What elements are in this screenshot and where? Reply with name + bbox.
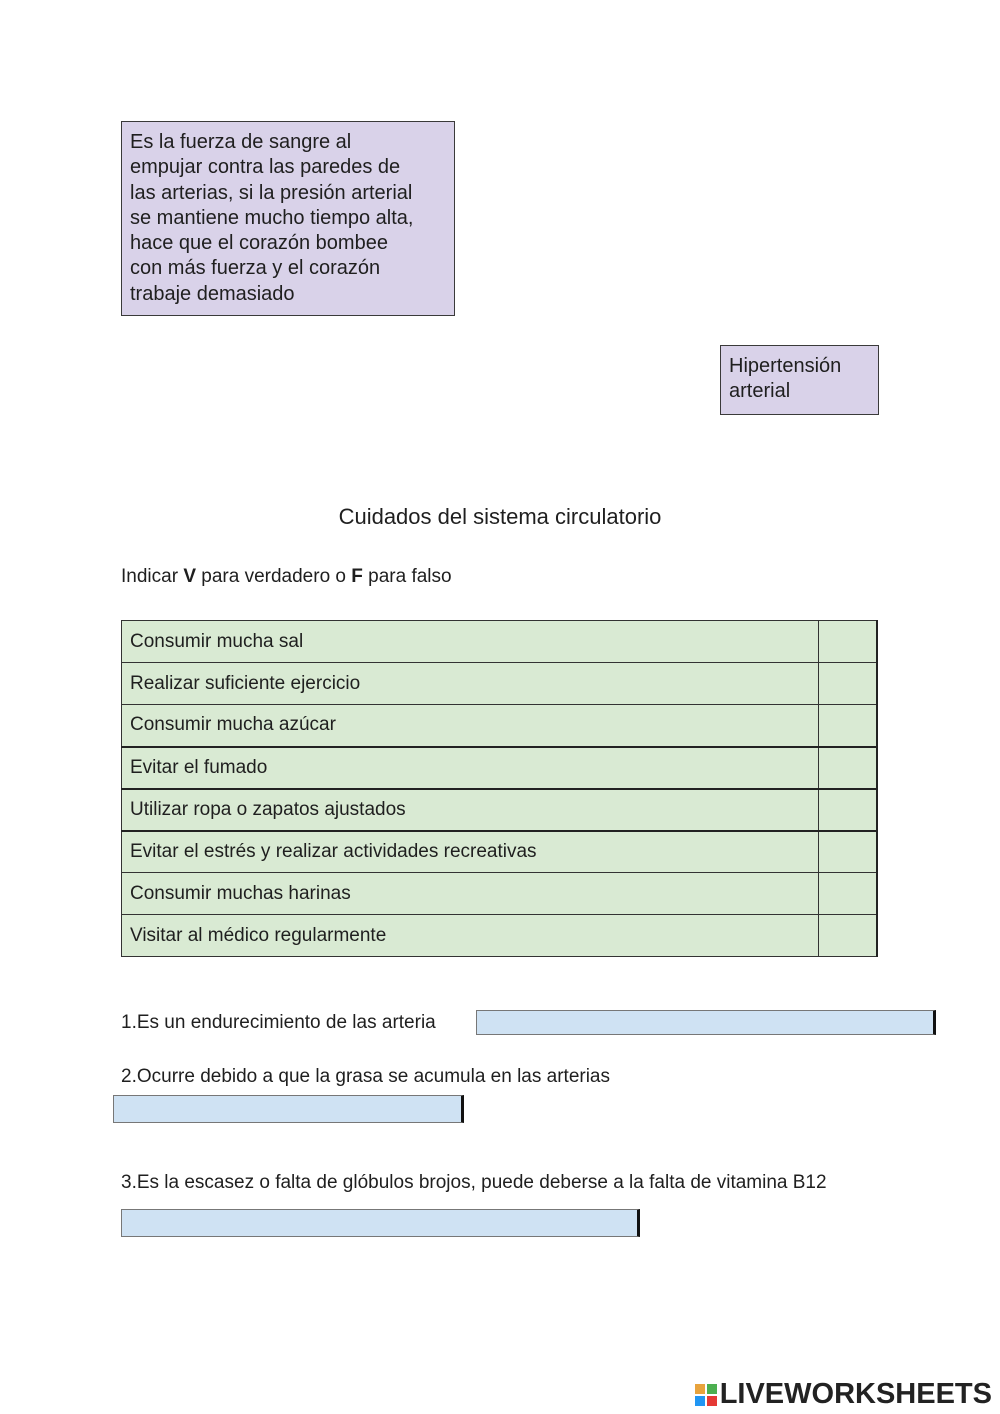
table-row: [122, 873, 878, 915]
logo-text: LIVEWORKSHEETS: [719, 1378, 992, 1410]
instruction-f: F: [351, 566, 363, 587]
logo-square: [707, 1384, 717, 1394]
definition-line: Es la fuerza de sangre al: [130, 131, 352, 153]
definition-line: con más fuerza y el corazón: [130, 257, 381, 280]
answer-cell[interactable]: [818, 915, 877, 957]
instruction-suffix: para falso: [362, 566, 452, 587]
definition-line: trabaje demasiado: [130, 282, 295, 305]
question-3-text: 3.Es la escasez o falta de glóbulos brojos, puede deberse a la falta de vitamina B12: [121, 1172, 827, 1193]
question-2-text: 2.Ocurre debido a que la grasa se acumula en las arterias: [121, 1066, 610, 1087]
answer-cell[interactable]: [818, 831, 877, 873]
statement-cell: Evitar el fumado: [122, 747, 819, 789]
true-false-table: [121, 620, 878, 957]
term-card[interactable]: [720, 345, 879, 415]
answer-cell[interactable]: [818, 621, 877, 663]
answer-cell[interactable]: [818, 789, 877, 831]
definition-line: empujar contra las paredes de: [130, 156, 401, 179]
answer-field-2[interactable]: [113, 1095, 464, 1123]
table-row: [122, 747, 878, 789]
answer-cell[interactable]: [818, 663, 877, 705]
table-row: [122, 915, 878, 957]
question-1-text: 1.Es un endurecimiento de las arteria: [121, 1012, 436, 1033]
statement-cell: Utilizar ropa o zapatos ajustados: [122, 789, 819, 831]
logo-mark-icon: [695, 1384, 717, 1406]
statement-cell: Consumir muchas harinas: [122, 873, 819, 915]
table-row: [122, 663, 878, 705]
liveworksheets-logo: [695, 1378, 992, 1411]
logo-square: [695, 1384, 705, 1394]
definition-card[interactable]: [121, 121, 455, 316]
table-row: [122, 789, 878, 831]
logo-square: [695, 1396, 705, 1406]
instruction-prefix: Indicar: [121, 566, 184, 587]
answer-cell[interactable]: [818, 705, 877, 747]
table-row: [122, 831, 878, 873]
table-row: [122, 621, 878, 663]
definition-line: se mantiene mucho tiempo alta,: [130, 206, 414, 229]
answer-cell[interactable]: [818, 873, 877, 915]
instruction-v: V: [183, 566, 196, 587]
instruction-middle: para verdadero o: [196, 566, 352, 587]
answer-field-3[interactable]: [121, 1209, 640, 1237]
term-line: Hipertensión: [729, 355, 842, 377]
term-line: arterial: [729, 380, 791, 403]
table-row: [122, 705, 878, 747]
logo-square: [707, 1396, 717, 1406]
statement-cell: Realizar suficiente ejercicio: [122, 663, 819, 705]
answer-field-1[interactable]: [476, 1010, 936, 1035]
definition-line: las arterias, si la presión arterial: [130, 181, 413, 204]
statement-cell: Consumir mucha sal: [122, 621, 819, 663]
instruction-text: [121, 566, 452, 588]
definition-line: hace que el corazón bombee: [130, 232, 388, 255]
statement-cell: Visitar al médico regularmente: [122, 915, 819, 957]
statement-cell: Evitar el estrés y realizar actividades recreativas: [122, 831, 819, 873]
section-title: Cuidados del sistema circulatorio: [338, 504, 662, 529]
statement-cell: Consumir mucha azúcar: [122, 705, 819, 747]
answer-cell[interactable]: [818, 747, 877, 789]
